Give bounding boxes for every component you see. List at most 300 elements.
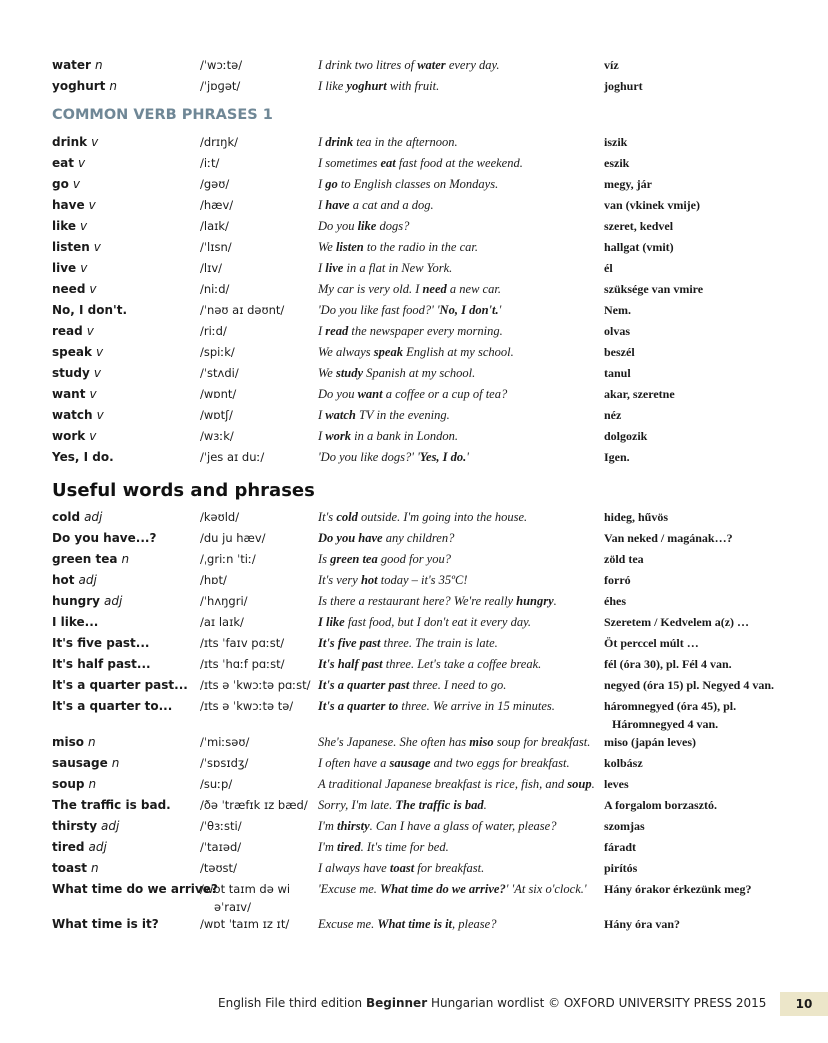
footer-text-end: Hungarian wordlist © OXFORD UNIVERSITY PRESS 2015	[427, 996, 767, 1010]
example-text: We always	[318, 345, 374, 359]
entry-part-of-speech: adj	[78, 573, 97, 587]
pronunciation-line: /ˈjɒɡət/	[200, 79, 241, 93]
footer-text-start: English File third edition	[218, 996, 366, 1010]
entry-word	[52, 880, 218, 898]
entry-part-of-speech: v	[95, 345, 104, 359]
entry-pronunciation	[200, 592, 248, 610]
wordlist-row	[0, 859, 828, 879]
translation-line: éhes	[604, 594, 626, 608]
pronunciation-line: /ɪts ˈhɑːf pɑːst/	[200, 657, 285, 671]
entry-example	[318, 796, 487, 814]
example-keyword: What time is it	[377, 917, 453, 931]
wordlist-row	[0, 880, 828, 914]
translation-line: dolgozik	[604, 429, 648, 443]
entry-word	[52, 817, 119, 835]
entry-headword: read	[52, 324, 83, 338]
entry-pronunciation	[200, 508, 239, 526]
entry-headword: need	[52, 282, 86, 296]
entry-translation	[604, 175, 652, 193]
example-text: Is	[318, 552, 331, 566]
entry-headword: It's a quarter to...	[52, 699, 173, 713]
entry-translation	[604, 676, 774, 694]
entry-word	[52, 406, 104, 424]
example-text: to English classes on Mondays.	[337, 177, 499, 191]
entry-word	[52, 343, 103, 361]
example-keyword: toast	[389, 861, 415, 875]
translation-line: néz	[604, 408, 622, 422]
pronunciation-line: /ˈstʌdi/	[200, 366, 239, 380]
translation-line: víz	[604, 58, 619, 72]
entry-part-of-speech: v	[93, 366, 101, 380]
entry-word	[52, 592, 122, 610]
entry-translation	[604, 775, 629, 793]
example-text: TV in the evening.	[355, 408, 450, 422]
entry-pronunciation	[200, 613, 244, 631]
entry-word	[52, 529, 156, 547]
example-keyword: tired	[337, 840, 361, 854]
entry-translation	[604, 322, 630, 340]
entry-example	[318, 56, 499, 74]
entry-translation	[604, 859, 637, 877]
example-text: every day.	[445, 58, 500, 72]
entry-word	[52, 754, 119, 772]
entry-example	[318, 697, 555, 715]
example-text: I	[318, 408, 326, 422]
translation-line: szüksége van vmire	[604, 282, 704, 296]
wordlist-row	[0, 733, 828, 753]
section-heading-verb-phrases: COMMON VERB PHRASES 1	[52, 107, 273, 123]
pronunciation-line: /ˈmiːsəʊ/	[200, 735, 250, 749]
entry-word	[52, 154, 85, 172]
example-text: Do you	[318, 387, 358, 401]
entry-translation	[604, 238, 674, 256]
entry-part-of-speech: v	[88, 198, 96, 212]
example-keyword: speak	[373, 345, 403, 359]
example-text: I	[318, 261, 326, 275]
example-text: I	[318, 198, 326, 212]
example-text: I	[318, 177, 326, 191]
pronunciation-line: /iːt/	[200, 156, 220, 170]
pronunciation-line: /hɒt/	[200, 573, 227, 587]
entry-translation	[604, 301, 631, 319]
example-keyword: eat	[380, 156, 396, 170]
footer-level: Beginner	[365, 996, 428, 1010]
example-keyword: The traffic is bad	[395, 798, 484, 812]
wordlist-row	[0, 133, 828, 153]
entry-example	[318, 406, 450, 424]
entry-headword: tired	[52, 840, 85, 854]
entry-translation	[604, 697, 736, 733]
pronunciation-line: /ɪts ˈfaɪv pɑːst/	[200, 636, 285, 650]
entry-example	[318, 859, 484, 877]
translation-line: leves	[604, 777, 629, 791]
translation-line: miso (japán leves)	[604, 735, 696, 749]
pronunciation-line: /hæv/	[200, 198, 234, 212]
entry-example	[318, 343, 514, 361]
example-text: .	[591, 777, 595, 791]
page-number: 10	[780, 992, 828, 1016]
pronunciation-line: /ˈhʌŋgri/	[200, 594, 248, 608]
example-text: today – it's 35ºC!	[377, 573, 468, 587]
translation-line: hideg, hűvös	[604, 510, 669, 524]
entry-word	[52, 322, 94, 340]
wordlist-row	[0, 427, 828, 447]
wordlist-row	[0, 775, 828, 795]
entry-word	[52, 613, 98, 631]
pronunciation-line: /wɒtʃ/	[200, 408, 233, 422]
example-keyword: like	[357, 219, 377, 233]
example-text: We	[318, 240, 336, 254]
entry-word	[52, 676, 188, 694]
translation-line: Nem.	[604, 303, 631, 317]
entry-translation	[604, 280, 703, 298]
pronunciation-line: /ˈjes aɪ duː/	[200, 450, 265, 464]
entry-translation	[604, 364, 631, 382]
entry-pronunciation	[200, 634, 284, 652]
entry-translation	[604, 796, 717, 814]
entry-pronunciation	[200, 817, 242, 835]
entry-translation	[604, 634, 699, 652]
example-keyword: water	[417, 58, 446, 72]
example-keyword: No, I don't.	[439, 303, 499, 317]
example-text: Is there a restaurant here? We're really	[318, 594, 517, 608]
example-keyword: read	[325, 324, 349, 338]
example-text: the newspaper every morning.	[348, 324, 503, 338]
entry-part-of-speech: v	[89, 387, 97, 401]
entry-example	[318, 175, 498, 193]
wordlist-row	[0, 838, 828, 858]
entry-pronunciation	[200, 754, 248, 772]
entry-word	[52, 571, 97, 589]
entry-pronunciation	[200, 175, 229, 193]
entry-translation	[604, 196, 700, 214]
pronunciation-line: /wɜːk/	[200, 429, 234, 443]
example-text: I	[318, 135, 326, 149]
entry-part-of-speech: v	[80, 219, 88, 233]
entry-pronunciation	[200, 301, 284, 319]
example-keyword: I like	[318, 615, 345, 629]
pronunciation-line: /ˈlɪsn/	[200, 240, 232, 254]
entry-word	[52, 508, 102, 526]
entry-headword: study	[52, 366, 90, 380]
example-text: Excuse me.	[318, 917, 378, 931]
entry-headword: drink	[52, 135, 88, 149]
translation-line: forró	[604, 573, 631, 587]
pronunciation-line: /təʊst/	[200, 861, 237, 875]
entry-headword: The traffic is bad.	[52, 798, 171, 812]
pronunciation-line: /ɪts ə ˈkwɔːtə tə/	[200, 699, 294, 713]
entry-pronunciation	[200, 915, 289, 933]
translation-line: fél (óra 30), pl. Fél 4 van.	[604, 657, 732, 671]
wordlist-row	[0, 550, 828, 570]
entry-word	[52, 838, 107, 856]
example-text: fast food, but I don't eat it every day.	[344, 615, 532, 629]
entry-headword: eat	[52, 156, 74, 170]
entry-headword: water	[52, 58, 91, 72]
translation-line: beszél	[604, 345, 635, 359]
entry-example	[318, 613, 531, 631]
entry-pronunciation	[200, 529, 266, 547]
entry-word	[52, 175, 80, 193]
example-keyword: want	[357, 387, 383, 401]
entry-part-of-speech: n	[111, 756, 120, 770]
entry-word	[52, 56, 103, 74]
wordlist-row	[0, 508, 828, 528]
example-keyword: need	[422, 282, 447, 296]
entry-headword: sausage	[52, 756, 108, 770]
translation-line: megy, jár	[604, 177, 652, 191]
example-text: a cat and a dog.	[349, 198, 434, 212]
entry-example	[318, 154, 523, 172]
pronunciation-line: /wɒnt/	[200, 387, 237, 401]
example-text: . Can I have a glass of water, please?	[369, 819, 557, 833]
example-keyword: thirsty	[337, 819, 370, 833]
entry-pronunciation	[200, 571, 227, 589]
entry-translation	[604, 754, 643, 772]
example-text: It's very	[318, 573, 361, 587]
translation-line: olvas	[604, 324, 631, 338]
translation-line: szomjas	[604, 819, 645, 833]
translation-line: szeret, kedvel	[604, 219, 674, 233]
entry-translation	[604, 655, 732, 673]
wordlist-row	[0, 77, 828, 97]
pronunciation-line: /lɪv/	[200, 261, 223, 275]
entry-translation	[604, 448, 630, 466]
wordlist-row	[0, 196, 828, 216]
entry-word	[52, 448, 114, 466]
wordlist-row	[0, 154, 828, 174]
entry-word	[52, 775, 96, 793]
entry-part-of-speech: v	[96, 408, 104, 422]
entry-pronunciation	[200, 733, 249, 751]
example-keyword: hungry	[516, 594, 554, 608]
entry-example	[318, 571, 468, 589]
translation-line: hallgat (vmit)	[604, 240, 674, 254]
wordlist-row	[0, 343, 828, 363]
wordlist-row	[0, 817, 828, 837]
example-text: A traditional Japanese breakfast is rice, fish, and	[318, 777, 568, 791]
translation-line: joghurt	[604, 79, 643, 93]
translation-line: negyed (óra 15) pl. Negyed 4 van.	[604, 678, 774, 692]
translation-line: Szeretem / Kedvelem a(z) …	[604, 615, 750, 629]
entry-translation	[604, 385, 675, 403]
entry-word	[52, 280, 97, 298]
entry-pronunciation	[200, 259, 222, 277]
entry-pronunciation	[200, 364, 239, 382]
entry-headword: It's five past...	[52, 636, 150, 650]
entry-pronunciation	[200, 655, 284, 673]
entry-word	[52, 133, 98, 151]
example-keyword: It's half past	[318, 657, 383, 671]
entry-example	[318, 817, 556, 835]
entry-pronunciation	[200, 406, 233, 424]
example-text: I sometimes	[318, 156, 381, 170]
translation-line: fáradt	[604, 840, 636, 854]
entry-translation	[604, 343, 635, 361]
entry-part-of-speech: n	[121, 552, 130, 566]
entry-headword: Do you have...?	[52, 531, 157, 545]
example-text: a new car.	[446, 282, 501, 296]
entry-translation	[604, 406, 621, 424]
translation-line: Van neked / magának…?	[604, 531, 733, 545]
pronunciation-line: /ðə ˈtræfɪk ɪz bæd/	[200, 798, 308, 812]
entry-word	[52, 796, 171, 814]
pronunciation-line: /niːd/	[200, 282, 230, 296]
example-keyword: work	[325, 429, 351, 443]
entry-example	[318, 529, 454, 547]
entry-example	[318, 508, 527, 526]
example-keyword: It's a quarter to	[318, 699, 399, 713]
entry-pronunciation	[200, 56, 242, 74]
example-keyword: Yes, I do.	[419, 450, 467, 464]
example-keyword: drink	[325, 135, 354, 149]
entry-translation	[604, 571, 631, 589]
section-heading-useful-words: Useful words and phrases	[52, 480, 315, 501]
entry-headword: It's a quarter past...	[52, 678, 188, 692]
entry-word	[52, 364, 101, 382]
entry-part-of-speech: v	[80, 261, 88, 275]
example-text: ' 'At six o'clock.'	[505, 882, 587, 896]
entry-word	[52, 238, 101, 256]
entry-translation	[604, 259, 613, 277]
entry-word	[52, 259, 87, 277]
entry-word	[52, 634, 149, 652]
entry-example	[318, 364, 475, 382]
example-text: '	[498, 303, 502, 317]
pronunciation-line: /ɪts ə ˈkwɔːtə pɑːst/	[200, 678, 311, 692]
entry-pronunciation	[200, 796, 308, 814]
example-text: to the radio in the car.	[363, 240, 478, 254]
entry-headword: hot	[52, 573, 75, 587]
entry-word	[52, 859, 99, 877]
pronunciation-line: /riːd/	[200, 324, 227, 338]
pronunciation-line: /kəʊld/	[200, 510, 240, 524]
example-text: good for you?	[377, 552, 451, 566]
wordlist-row	[0, 175, 828, 195]
wordlist-row	[0, 385, 828, 405]
entry-word	[52, 550, 129, 568]
entry-part-of-speech: adj	[103, 594, 123, 608]
example-text: any children?	[382, 531, 455, 545]
entry-translation	[604, 508, 668, 526]
entry-pronunciation	[200, 238, 232, 256]
example-text: .	[553, 594, 557, 608]
entry-pronunciation	[200, 448, 264, 466]
entry-word	[52, 196, 96, 214]
entry-translation	[604, 550, 644, 568]
pronunciation-line: /spiːk/	[200, 345, 235, 359]
page-footer	[218, 996, 766, 1010]
example-text: 'Do you like dogs?' '	[318, 450, 420, 464]
translation-line: van (vkinek vmije)	[604, 198, 700, 212]
entry-part-of-speech: adj	[88, 840, 107, 854]
entry-headword: want	[52, 387, 86, 401]
example-text: , please?	[452, 917, 497, 931]
wordlist-row	[0, 613, 828, 633]
entry-headword: It's half past...	[52, 657, 151, 671]
entry-part-of-speech: v	[93, 240, 101, 254]
example-text: She's Japanese. She often has	[318, 735, 470, 749]
entry-example	[318, 775, 595, 793]
entry-part-of-speech: v	[89, 429, 97, 443]
entry-pronunciation	[200, 859, 237, 877]
example-text: . It's time for bed.	[360, 840, 449, 854]
entry-headword: go	[52, 177, 69, 191]
entry-word	[52, 385, 97, 403]
entry-translation	[604, 217, 673, 235]
example-text: I often have a	[318, 756, 390, 770]
example-keyword: watch	[325, 408, 356, 422]
example-text: for breakfast.	[414, 861, 485, 875]
entry-headword: Yes, I do.	[52, 450, 114, 464]
entry-pronunciation	[200, 322, 227, 340]
example-text: three. We arrive in 15 minutes.	[398, 699, 555, 713]
example-text: soup for breakfast.	[493, 735, 591, 749]
example-text: 'Excuse me.	[318, 882, 381, 896]
example-keyword: It's five past	[318, 636, 381, 650]
entry-pronunciation	[200, 385, 236, 403]
entry-example	[318, 385, 507, 403]
entry-part-of-speech: v	[77, 156, 86, 170]
entry-headword: cold	[52, 510, 81, 524]
translation-line: pirítós	[604, 861, 638, 875]
example-text: I like	[318, 79, 347, 93]
example-text: three. I need to go.	[409, 678, 507, 692]
entry-headword: toast	[52, 861, 87, 875]
entry-word	[52, 697, 172, 715]
translation-line: Hány órakor érkezünk meg?	[604, 882, 752, 896]
example-text: Do you	[318, 219, 358, 233]
example-text: I'm	[318, 840, 337, 854]
example-keyword: miso	[469, 735, 494, 749]
entry-pronunciation	[200, 280, 229, 298]
wordlist-row	[0, 915, 828, 935]
example-keyword: green tea	[330, 552, 378, 566]
entry-headword: watch	[52, 408, 93, 422]
entry-pronunciation	[200, 154, 219, 172]
example-text: My car is very old. I	[318, 282, 423, 296]
example-text: English at my school.	[402, 345, 514, 359]
pronunciation-line: /aɪ laɪk/	[200, 615, 244, 629]
entry-example	[318, 915, 496, 933]
entry-translation	[604, 733, 696, 751]
entry-word	[52, 427, 96, 445]
entry-example	[318, 301, 501, 319]
example-text: We	[318, 366, 336, 380]
example-text: tea in the afternoon.	[353, 135, 458, 149]
example-keyword: Do you have	[318, 531, 383, 545]
example-keyword: study	[335, 366, 364, 380]
example-keyword: live	[325, 261, 344, 275]
example-text: '	[466, 450, 469, 464]
entry-word	[52, 301, 127, 319]
entry-translation	[604, 56, 619, 74]
entry-part-of-speech: adj	[84, 510, 103, 524]
wordlist-row	[0, 238, 828, 258]
pronunciation-line: /ˈwɔːtə/	[200, 58, 243, 72]
entry-example	[318, 238, 478, 256]
pronunciation-line: /du ju hæv/	[200, 531, 266, 545]
wordlist-row	[0, 406, 828, 426]
entry-translation	[604, 529, 733, 547]
entry-example	[318, 322, 503, 340]
wordlist-row	[0, 259, 828, 279]
example-text: three. Let's take a coffee break.	[382, 657, 542, 671]
entry-pronunciation	[200, 427, 234, 445]
entry-example	[318, 259, 452, 277]
entry-translation	[604, 133, 627, 151]
entry-example	[318, 880, 587, 898]
